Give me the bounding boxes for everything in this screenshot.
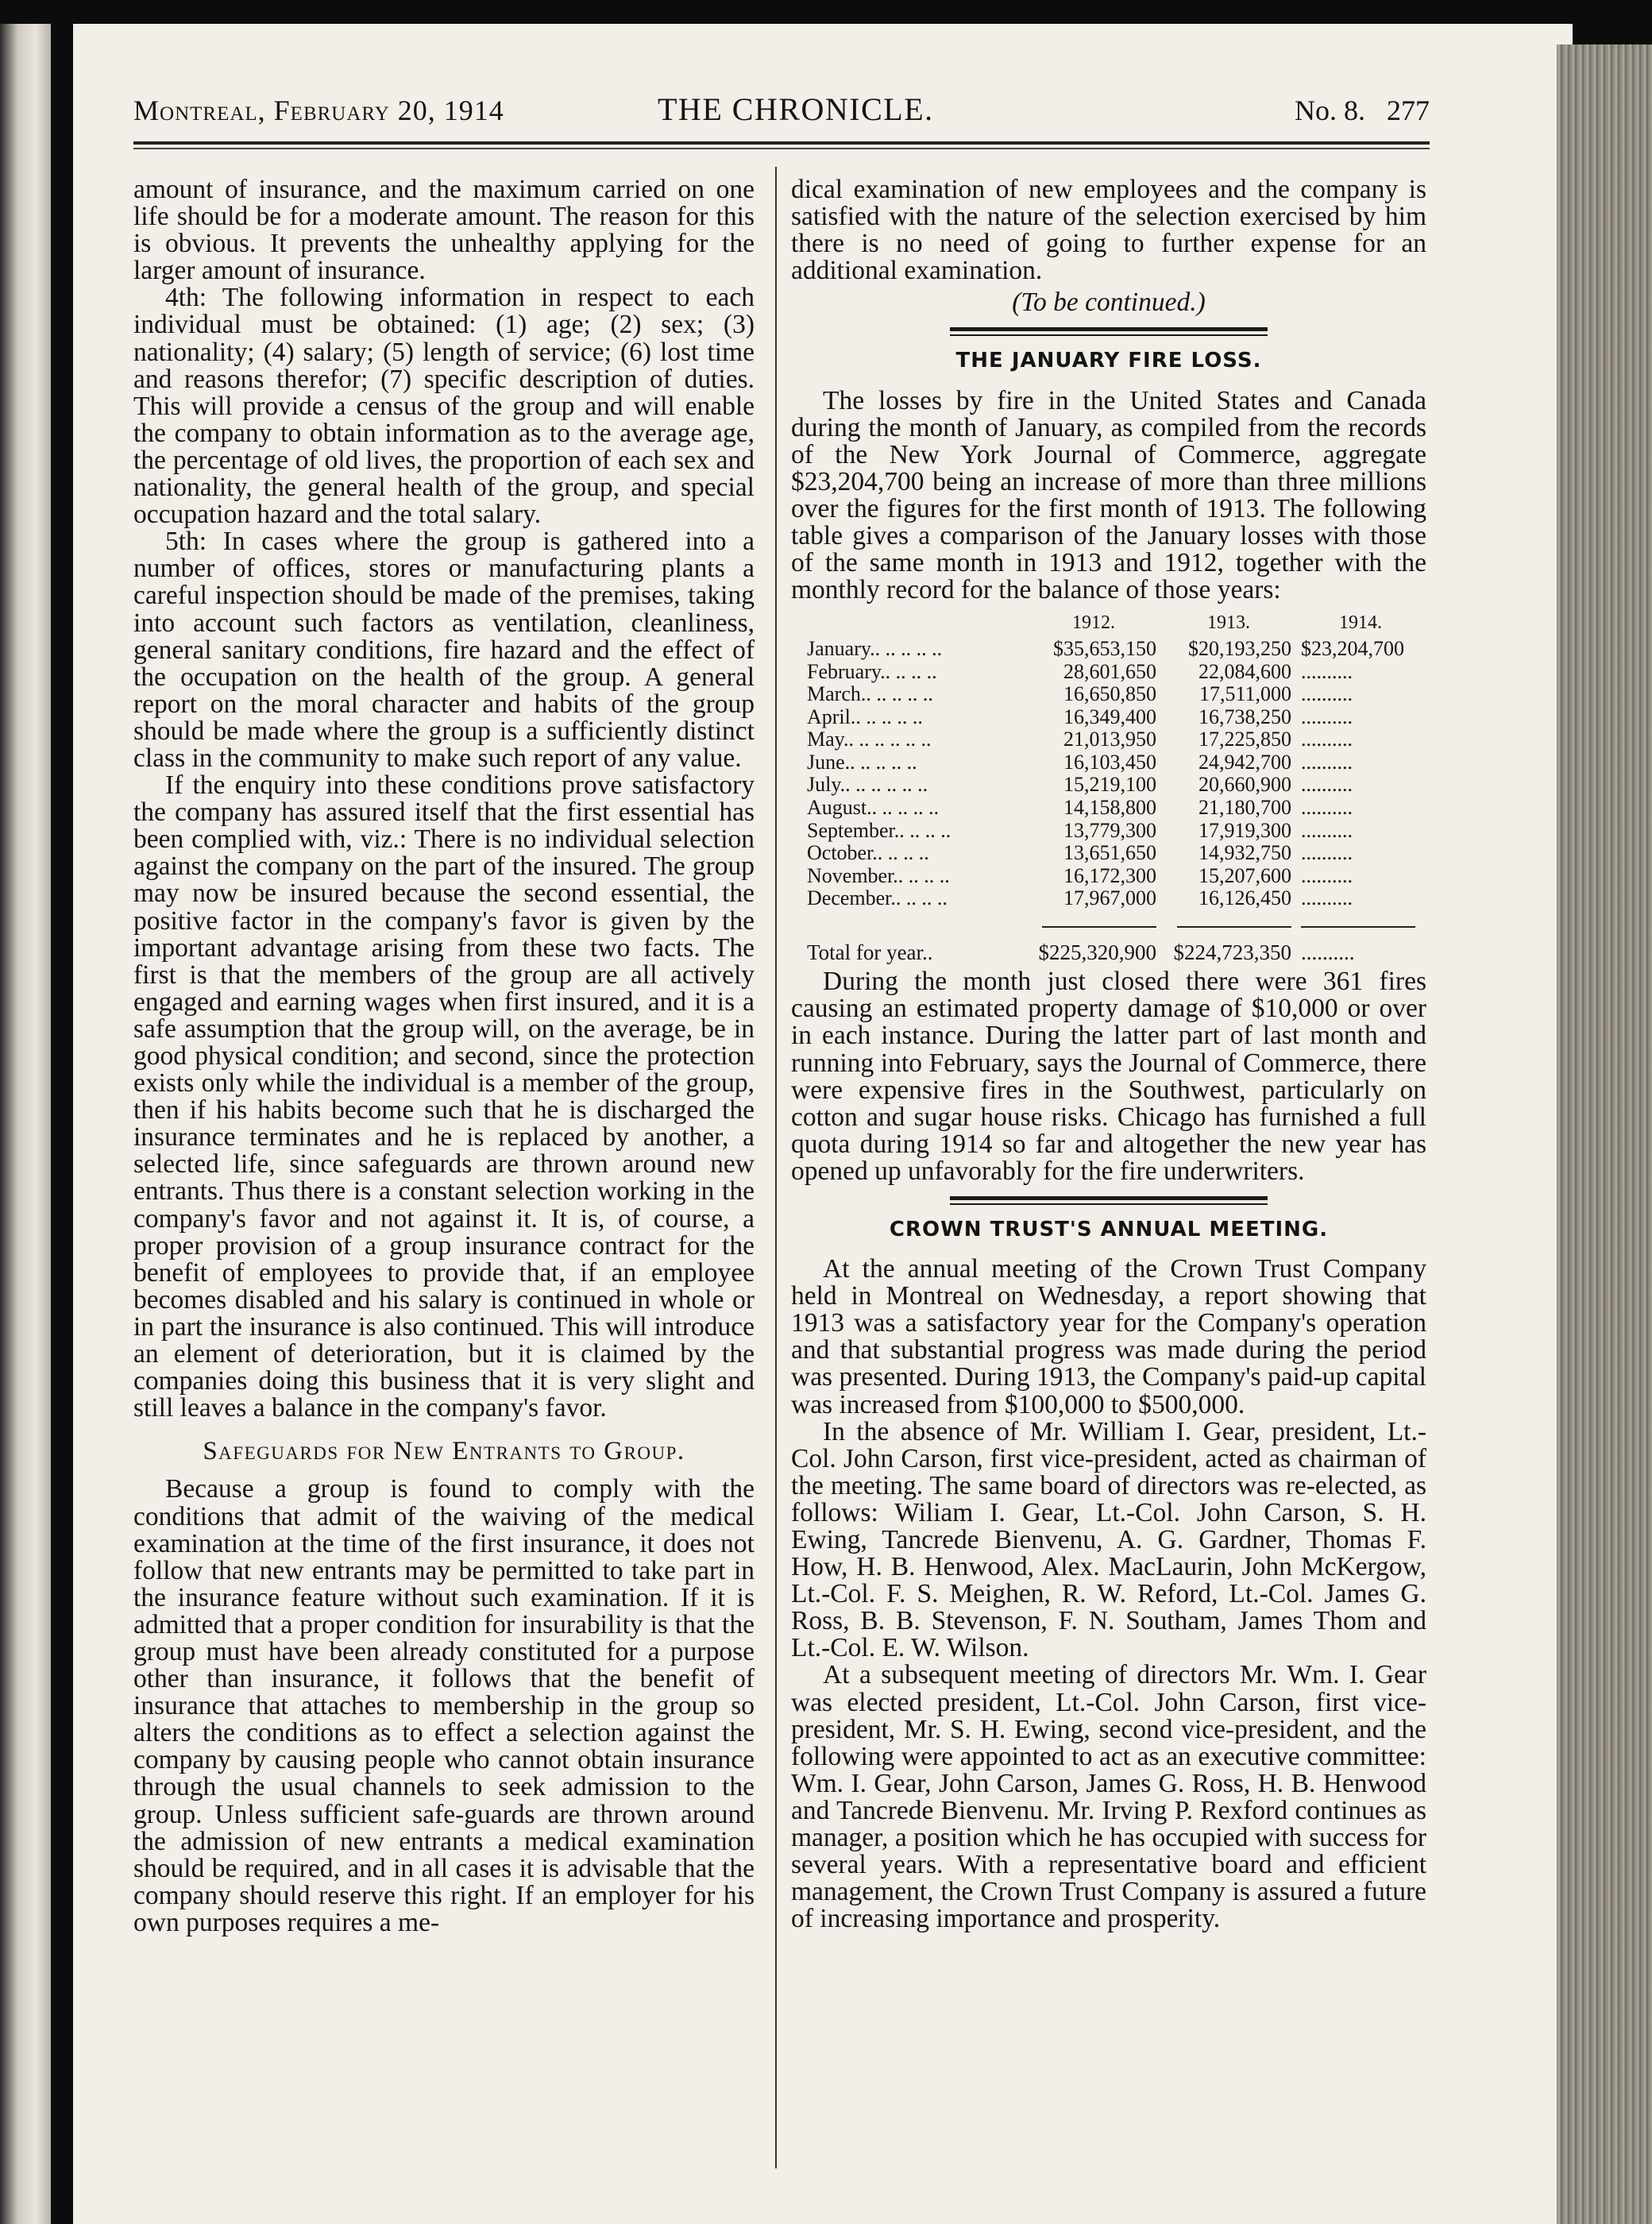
table-cell-1912: 14,158,800: [1063, 796, 1156, 820]
table-cell-1912: 28,601,650: [1063, 659, 1156, 683]
table-cell-1913: 17,919,300: [1198, 818, 1291, 842]
header-rule-thin: [133, 148, 1430, 149]
table-spacer-cell: [802, 910, 1026, 933]
table-cell-1913: 17,511,000: [1198, 682, 1291, 706]
table-cell-1914: ..........: [1301, 796, 1353, 820]
table-cell-1912: 21,013,950: [1063, 728, 1156, 751]
header-rule: [133, 141, 1430, 145]
table-cell-1912: 13,779,300: [1063, 818, 1156, 842]
header-issue-number: No. 8.: [1295, 95, 1365, 126]
table-cell-1913: 21,180,700: [1198, 796, 1291, 820]
table-cell-total-label: Total for year..: [807, 940, 933, 964]
table-cell-month: March.. .. .. .. ..: [807, 682, 933, 706]
body-paragraph: At a subsequent meeting of directors Mr. Wm. I. Gear was elected president, Lt.-Col. John Carson, first vice-president, Mr. S. H. Ewing, second vice-president, and the following were appointed to act as an executive committee: Wm. I. Gear, John Carson, James G. Ross, H. B. Henwood and Tancrede Bienvenu. Mr. Irving P. Rexford continues as manager, a position which he has occupied with success for several years. With a representative board and efficient management, the Crown Trust Company is assured a future of increasing importance and prosperity.: [791, 1660, 1426, 1934]
table-cell-month: October.. .. .. ..: [807, 841, 929, 865]
header-page-number: 277: [1387, 95, 1430, 126]
table-cell-1913: 16,738,250: [1198, 705, 1291, 728]
table-row: [802, 865, 1425, 888]
table-row: [802, 661, 1425, 684]
section-rule: [950, 327, 1268, 336]
table-cell-month: June.. .. .. .. ..: [807, 750, 917, 774]
table-cell-1914: ..........: [1301, 750, 1353, 774]
table-cell-1914: $23,204,700: [1301, 636, 1404, 660]
table-row: [802, 842, 1425, 865]
left-column: [133, 176, 755, 1936]
table-row: [802, 751, 1425, 774]
body-paragraph: Because a group is found to comply with the conditions that admit of the waiving of the medical examination at the time of the first insurance, it does not follow that new entrants may be permitted to take part in the insurance feature without such examination. If it is admitted that a proper condition for insurability is that the group must have been already constituted for a purpose other than insurance, it follows that the benefit of insurance that attaches to membership in the group so alters the conditions as to effect a selection against the company by causing people who cannot obtain insurance through the usual channels to seek admission to the group. Unless sufficient safe-guards are thrown around the admission of new entrants a medical examination should be required, and in all cases it is advisable that the company should reserve this right. If an employer for his own purposes requires a me-: [133, 1474, 755, 1937]
article-title-crown-trust: CROWN TRUST'S ANNUAL MEETING.: [889, 1217, 1329, 1241]
table-header-year: 1912.: [1072, 612, 1115, 634]
fire-loss-table: [802, 612, 1425, 963]
total-rule: [1296, 910, 1425, 933]
table-row: [802, 887, 1425, 910]
table-cell-1914: ..........: [1301, 841, 1353, 865]
table-row: [802, 728, 1425, 751]
total-rule: [1026, 910, 1161, 933]
header-dateline: Montreal, February 20, 1914: [133, 95, 504, 126]
table-cell-1914: ..........: [1301, 705, 1353, 728]
right-column: [791, 176, 1426, 1932]
table-row: [802, 820, 1425, 843]
table-cell-month: January.. .. .. .. ..: [807, 636, 943, 660]
section-subheading: Safeguards for New Entrants to Group.: [203, 1437, 685, 1466]
table-cell-1912: 16,103,450: [1063, 750, 1156, 774]
table-cell-1912: 16,349,400: [1063, 705, 1156, 728]
table-cell-month: August.. .. .. .. ..: [807, 796, 940, 820]
table-header-month: [802, 612, 1026, 638]
running-header: [133, 86, 1430, 133]
table-cell-1912: $35,653,150: [1053, 636, 1156, 660]
table-cell-1914: ..........: [1301, 773, 1353, 797]
table-cell-1914: ..........: [1301, 728, 1353, 751]
table-cell-month: November.. .. .. ..: [807, 863, 950, 887]
table-cell-1912: 15,219,100: [1063, 773, 1156, 797]
table-header-row: [802, 612, 1425, 638]
table-cell-1913: 24,942,700: [1198, 750, 1291, 774]
table-header-year: 1913.: [1207, 612, 1250, 634]
table-cell-1912: 13,651,650: [1063, 841, 1156, 865]
table-cell-1913: 22,084,600: [1198, 659, 1291, 683]
article-title-fire-loss: THE JANUARY FIRE LOSS.: [955, 349, 1262, 373]
table-cell-1914: ..........: [1301, 886, 1353, 910]
body-paragraph: At the annual meeting of the Crown Trust Company held in Montreal on Wednesday, a report showing that 1913 was a satisfactory year for the Company's operation and that substantial progress was made during the period was presented. During 1913, the Company's paid-up capital was increased from $100,000 to $500,000.: [791, 1254, 1426, 1419]
table-cell-1913: 15,207,600: [1198, 863, 1291, 887]
table-row: [802, 797, 1425, 820]
table-cell-month: September.. .. .. ..: [807, 818, 951, 842]
body-paragraph: If the enquiry into these conditions prove satisfactory the company has assured itself that the first essential has been complied with, viz.: There is no individual selection against the company on the part of the insured. The group may now be insured because the second essential, the positive factor in the company's favor is given by the important advantage arising from these two facts. The first is that the members of the group are all actively engaged and earning wages when first insured, and it is a safe assumption that the group will, on the average, be in good physical condition; and second, since the protection exists only while the individual is a member of the group, then if his habits become such that he is discharged the insurance terminates and he is replaced by another, a selected life, since safeguards are thrown around new entrants. Thus there is a constant selection working in the company's favor and not against it. It is, of course, a proper provision of a group insurance contract for the benefit of employees to provide that, if an employee becomes disabled and his salary is continued in whole or in part the insurance is also continued. This will introduce an element of deterioration, but it is claimed by the companies doing this business that it is very slight and still leaves a balance in the company's favor.: [133, 770, 755, 1423]
table-header-year: 1914.: [1339, 612, 1382, 634]
continued-note: (To be continued.): [1012, 288, 1206, 318]
table-row: [802, 638, 1425, 661]
table-total-row: [802, 933, 1425, 964]
table-row: [802, 706, 1425, 729]
table-cell-1914: ..........: [1301, 659, 1353, 683]
table-cell-total-1913: $224,723,350: [1173, 940, 1291, 964]
table-cell-total-1912: $225,320,900: [1038, 940, 1156, 964]
body-paragraph: amount of insurance, and the maximum carried on one life should be for a moderate amount. The reason for this is obvious. It prevents the unhealthy applying for the larger amount of insurance.: [133, 175, 755, 286]
column-divider: [775, 167, 777, 2168]
table-cell-1914: ..........: [1301, 682, 1353, 706]
table-cell-1913: 17,225,850: [1198, 728, 1291, 751]
header-issue-page: [1280, 94, 1430, 127]
table-cell-month: May.. .. .. .. .. ..: [807, 728, 932, 751]
table-cell-1914: ..........: [1301, 818, 1353, 842]
body-paragraph: During the month just closed there were 361 fires causing an estimated property damage of $10,000 or over in each instance. During the latter part of last month and running into February, says the Journal of Commerce, there were expensive fires in the Southwest, particularly on cotton and sugar house risks. Chicago has furnished a full quota during 1914 so far and altogether the new year has opened up unfavorably for the fire underwriters.: [791, 967, 1426, 1186]
table-cell-month: April.. .. .. .. ..: [807, 705, 923, 728]
book-page-edges-right: [1557, 44, 1652, 2224]
book-spine-left-page-edge: [0, 24, 51, 2224]
table-row: [802, 683, 1425, 706]
table-cell-1912: 17,967,000: [1063, 886, 1156, 910]
table-total-rule-row: [802, 910, 1425, 933]
body-paragraph: dical examination of new employees and the company is satisfied with the nature of the selection exercised by him there is no need of going to further expense for an additional examination.: [791, 175, 1426, 286]
body-paragraph: In the absence of Mr. William I. Gear, president, Lt.-Col. John Carson, first vice-president, acted as chairman of the meeting. The same board of directors was re-elected, as follows: Wiliam I. Gear, Lt.-Col. John Carson, S. H. Ewing, Tancrede Bienvenu, A. G. Gardner, Thomas F. How, H. B. Henwood, Alex. MacLaurin, John McKergow, Lt.-Col. F. S. Meighen, R. W. Reford, Lt.-Col. James G. Ross, B. B. Stevenson, F. N. Southam, James Thom and Lt.-Col. E. W. Wilson.: [791, 1416, 1426, 1663]
section-rule: [950, 1196, 1268, 1205]
table-cell-month: December.. .. .. ..: [807, 886, 948, 910]
table-cell-1913: 14,932,750: [1198, 841, 1291, 865]
table-cell-1913: 16,126,450: [1198, 886, 1291, 910]
body-paragraph: 5th: In cases where the group is gathered into a number of offices, stores or manufacturing plants a careful inspection should be made of the premises, taking into account such factors as ventilation, cleanliness, general sanitary conditions, fire hazard and the effect of the occupation on the health of the group. A general report on the moral character and habits of the group should be made where the group is a sufficiently distinct class in the community to make such report of any value.: [133, 527, 755, 773]
total-rule: [1161, 910, 1296, 933]
table-row: [802, 774, 1425, 797]
header-journal-title: THE CHRONICLE.: [658, 91, 934, 127]
table-cell-1912: 16,650,850: [1063, 682, 1156, 706]
table-cell-1914: ..........: [1301, 863, 1353, 887]
body-paragraph: The losses by fire in the United States and Canada during the month of January, as compiled from the records of the New York Journal of Commerce, aggregate $23,204,700 being an increase of more than three millions over the figures for the first month of 1913. The following table gives a comparison of the January losses with those of the same month in 1913 and 1912, together with the monthly record for the balance of those years:: [791, 385, 1426, 605]
table-cell-month: July.. .. .. .. .. ..: [807, 773, 928, 797]
table-cell-month: February.. .. .. ..: [807, 659, 937, 683]
table-cell-1913: $20,193,250: [1188, 636, 1291, 660]
table-cell-total-1914: ..........: [1301, 940, 1355, 964]
table-cell-1913: 20,660,900: [1198, 773, 1291, 797]
table-cell-1912: 16,172,300: [1063, 863, 1156, 887]
body-paragraph: 4th: The following information in respect to each individual must be obtained: (1) age; (2) sex; (3) nationality; (4) salary; (5) length of service; (6) lost time and reasons therefor; (7) specific description of duties. This will provide a census of the group and will enable the company to obtain information as to the average age, the percentage of old lives, the proportion of each sex and nationality, the general health of the group, and special occupation hazard and the total salary.: [133, 283, 755, 530]
